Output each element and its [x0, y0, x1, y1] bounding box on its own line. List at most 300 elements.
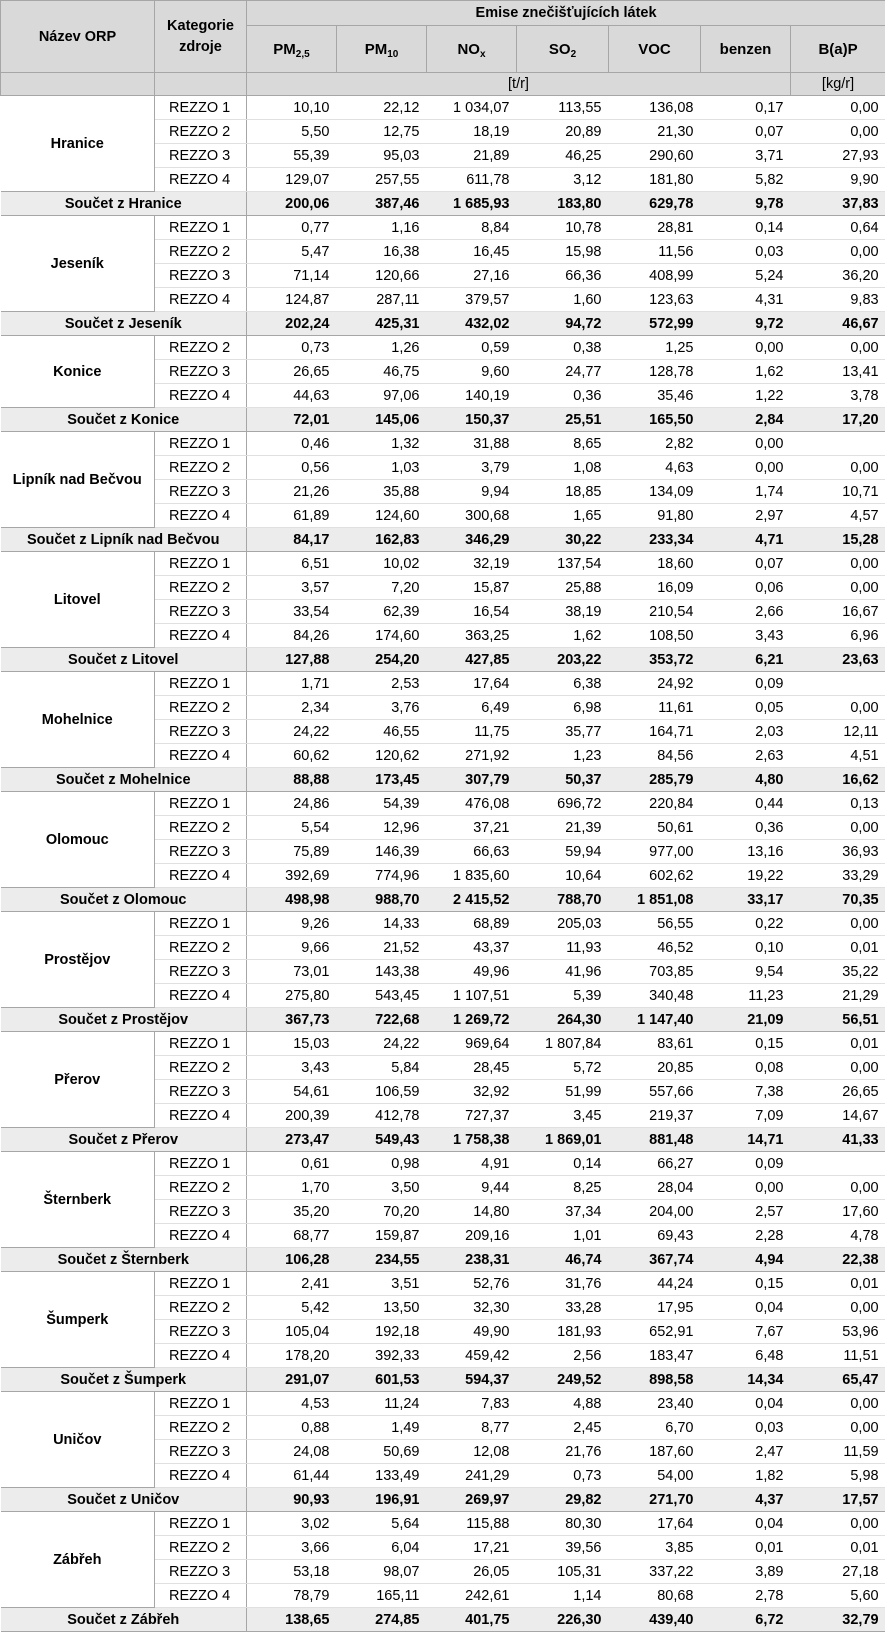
value-cell: 0,88 [247, 1416, 337, 1440]
value-cell: 0,10 [701, 936, 791, 960]
value-cell: 1 107,51 [427, 984, 517, 1008]
value-cell: 5,98 [791, 1464, 885, 1488]
sum-value-cell: 881,48 [609, 1128, 701, 1152]
value-cell: 24,22 [337, 1032, 427, 1056]
pollutant-name: SO [548, 40, 571, 58]
value-cell: 32,19 [427, 552, 517, 576]
sum-value-cell: 17,57 [791, 1488, 885, 1512]
category-cell: REZZO 4 [155, 744, 247, 768]
value-cell: 1,32 [337, 432, 427, 456]
value-cell [791, 672, 885, 696]
value-cell: 0,61 [247, 1152, 337, 1176]
value-cell: 44,63 [247, 384, 337, 408]
table-row [1, 1032, 885, 1056]
value-cell: 363,25 [427, 624, 517, 648]
value-cell: 476,08 [427, 792, 517, 816]
sum-row [1, 1488, 885, 1512]
value-cell: 0,73 [247, 336, 337, 360]
value-cell: 0,04 [701, 1296, 791, 1320]
value-cell: 53,96 [791, 1320, 885, 1344]
value-cell: 21,29 [791, 984, 885, 1008]
category-cell: REZZO 1 [155, 552, 247, 576]
value-cell: 5,47 [247, 240, 337, 264]
sum-label-cell: Součet z Zábřeh [1, 1608, 247, 1632]
value-cell: 24,86 [247, 792, 337, 816]
sum-value-cell: 46,67 [791, 312, 885, 336]
value-cell: 8,25 [517, 1176, 609, 1200]
value-cell: 0,14 [701, 216, 791, 240]
value-cell: 1,74 [701, 480, 791, 504]
sum-value-cell: 291,07 [247, 1368, 337, 1392]
header-emissions-title: Emise znečišťujících látek [247, 1, 885, 26]
value-cell: 36,20 [791, 264, 885, 288]
value-cell: 6,38 [517, 672, 609, 696]
sum-value-cell: 1 685,93 [427, 192, 517, 216]
sum-value-cell: 264,30 [517, 1008, 609, 1032]
sum-value-cell: 183,80 [517, 192, 609, 216]
category-cell: REZZO 1 [155, 1272, 247, 1296]
sum-value-cell: 549,43 [337, 1128, 427, 1152]
orp-name-cell: Šumperk [1, 1272, 155, 1368]
value-cell: 1 835,60 [427, 864, 517, 888]
value-cell: 3,85 [609, 1536, 701, 1560]
table-row [1, 1272, 885, 1296]
value-cell: 13,50 [337, 1296, 427, 1320]
value-cell: 727,37 [427, 1104, 517, 1128]
sum-value-cell: 4,80 [701, 768, 791, 792]
sum-label-cell: Součet z Jeseník [1, 312, 247, 336]
sum-label-cell: Součet z Šumperk [1, 1368, 247, 1392]
value-cell: 9,26 [247, 912, 337, 936]
sum-value-cell: 1 147,40 [609, 1008, 701, 1032]
sum-value-cell: 2 415,52 [427, 888, 517, 912]
category-cell: REZZO 3 [155, 1200, 247, 1224]
value-cell: 0,36 [701, 816, 791, 840]
value-cell: 0,00 [791, 96, 885, 120]
sum-value-cell: 285,79 [609, 768, 701, 792]
value-cell: 35,46 [609, 384, 701, 408]
pollutant-name: VOC [638, 40, 671, 58]
value-cell: 287,11 [337, 288, 427, 312]
value-cell: 17,95 [609, 1296, 701, 1320]
value-cell: 50,69 [337, 1440, 427, 1464]
value-cell: 6,48 [701, 1344, 791, 1368]
sum-value-cell: 274,85 [337, 1608, 427, 1632]
header-source-category: Kategorie zdroje [155, 1, 247, 73]
sum-row [1, 1368, 885, 1392]
header-pollutant [517, 26, 609, 73]
value-cell: 1,60 [517, 288, 609, 312]
sum-value-cell: 94,72 [517, 312, 609, 336]
header-pollutant [337, 26, 427, 73]
value-cell: 3,51 [337, 1272, 427, 1296]
category-cell: REZZO 3 [155, 144, 247, 168]
value-cell: 3,66 [247, 1536, 337, 1560]
sum-value-cell: 17,20 [791, 408, 885, 432]
value-cell: 1,01 [517, 1224, 609, 1248]
table-row [1, 672, 885, 696]
sum-row [1, 408, 885, 432]
value-cell: 16,09 [609, 576, 701, 600]
orp-name-cell: Přerov [1, 1032, 155, 1128]
sum-row [1, 1008, 885, 1032]
table-row [1, 552, 885, 576]
category-cell: REZZO 2 [155, 1056, 247, 1080]
pollutant-name: PM [273, 40, 296, 58]
sum-value-cell: 72,01 [247, 408, 337, 432]
value-cell: 9,94 [427, 480, 517, 504]
value-cell: 26,05 [427, 1560, 517, 1584]
value-cell: 24,08 [247, 1440, 337, 1464]
orp-name-cell: Mohelnice [1, 672, 155, 768]
table-row [1, 1392, 885, 1416]
value-cell: 0,44 [701, 792, 791, 816]
sum-value-cell: 4,94 [701, 1248, 791, 1272]
sum-label-cell: Součet z Lipník nad Bečvou [1, 528, 247, 552]
value-cell: 0,00 [791, 816, 885, 840]
header-pollutant [427, 26, 517, 73]
orp-name-cell: Uničov [1, 1392, 155, 1488]
value-cell: 128,78 [609, 360, 701, 384]
value-cell: 7,20 [337, 576, 427, 600]
value-cell: 54,39 [337, 792, 427, 816]
category-cell: REZZO 1 [155, 672, 247, 696]
value-cell: 21,30 [609, 120, 701, 144]
sum-value-cell: 202,24 [247, 312, 337, 336]
value-cell [791, 1152, 885, 1176]
pollutant-name: NO [457, 40, 480, 58]
sum-value-cell: 2,84 [701, 408, 791, 432]
sum-value-cell: 234,55 [337, 1248, 427, 1272]
sum-value-cell: 233,34 [609, 528, 701, 552]
sum-value-cell: 238,31 [427, 1248, 517, 1272]
value-cell: 95,03 [337, 144, 427, 168]
value-cell: 0,06 [701, 576, 791, 600]
value-cell: 21,76 [517, 1440, 609, 1464]
category-cell: REZZO 1 [155, 216, 247, 240]
value-cell: 0,00 [791, 696, 885, 720]
value-cell: 123,63 [609, 288, 701, 312]
value-cell: 3,43 [247, 1056, 337, 1080]
category-cell: REZZO 4 [155, 1104, 247, 1128]
value-cell: 3,45 [517, 1104, 609, 1128]
sum-row [1, 1248, 885, 1272]
value-cell: 84,56 [609, 744, 701, 768]
value-cell: 62,39 [337, 600, 427, 624]
value-cell: 6,98 [517, 696, 609, 720]
value-cell: 41,96 [517, 960, 609, 984]
value-cell: 0,38 [517, 336, 609, 360]
value-cell: 0,00 [791, 576, 885, 600]
value-cell: 146,39 [337, 840, 427, 864]
value-cell: 379,57 [427, 288, 517, 312]
value-cell: 0,17 [701, 96, 791, 120]
sum-label-cell: Součet z Hranice [1, 192, 247, 216]
value-cell: 37,34 [517, 1200, 609, 1224]
header-pollutant [247, 26, 337, 73]
value-cell: 1,25 [609, 336, 701, 360]
value-cell: 0,05 [701, 696, 791, 720]
value-cell: 2,03 [701, 720, 791, 744]
value-cell: 80,30 [517, 1512, 609, 1536]
value-cell: 2,82 [609, 432, 701, 456]
value-cell: 4,31 [701, 288, 791, 312]
value-cell: 31,88 [427, 432, 517, 456]
value-cell: 164,71 [609, 720, 701, 744]
sum-value-cell: 6,72 [701, 1608, 791, 1632]
value-cell: 50,61 [609, 816, 701, 840]
sum-row [1, 312, 885, 336]
value-cell: 16,45 [427, 240, 517, 264]
value-cell: 200,39 [247, 1104, 337, 1128]
value-cell: 241,29 [427, 1464, 517, 1488]
category-cell: REZZO 2 [155, 120, 247, 144]
sum-value-cell: 353,72 [609, 648, 701, 672]
value-cell: 84,26 [247, 624, 337, 648]
pollutant-name: benzen [719, 40, 772, 58]
sum-value-cell: 14,34 [701, 1368, 791, 1392]
value-cell: 3,50 [337, 1176, 427, 1200]
sum-row [1, 1608, 885, 1632]
value-cell: 39,56 [517, 1536, 609, 1560]
value-cell: 2,63 [701, 744, 791, 768]
value-cell: 0,07 [701, 552, 791, 576]
value-cell: 9,66 [247, 936, 337, 960]
category-cell: REZZO 4 [155, 984, 247, 1008]
value-cell: 10,64 [517, 864, 609, 888]
value-cell: 60,62 [247, 744, 337, 768]
sum-value-cell: 273,47 [247, 1128, 337, 1152]
value-cell: 11,51 [791, 1344, 885, 1368]
value-cell: 24,77 [517, 360, 609, 384]
value-cell: 0,00 [701, 336, 791, 360]
value-cell: 14,33 [337, 912, 427, 936]
value-cell: 16,54 [427, 600, 517, 624]
value-cell: 0,00 [791, 1176, 885, 1200]
value-cell: 0,77 [247, 216, 337, 240]
sum-label-cell: Součet z Olomouc [1, 888, 247, 912]
value-cell: 0,00 [791, 240, 885, 264]
value-cell: 257,55 [337, 168, 427, 192]
value-cell: 134,09 [609, 480, 701, 504]
value-cell: 14,67 [791, 1104, 885, 1128]
category-cell: REZZO 1 [155, 1032, 247, 1056]
sum-value-cell: 1 851,08 [609, 888, 701, 912]
value-cell: 6,04 [337, 1536, 427, 1560]
value-cell: 340,48 [609, 984, 701, 1008]
sum-row [1, 888, 885, 912]
value-cell: 124,60 [337, 504, 427, 528]
value-cell: 0,00 [791, 1416, 885, 1440]
value-cell: 140,19 [427, 384, 517, 408]
sum-value-cell: 106,28 [247, 1248, 337, 1272]
value-cell: 5,54 [247, 816, 337, 840]
sum-value-cell: 1 758,38 [427, 1128, 517, 1152]
value-cell: 1,62 [517, 624, 609, 648]
value-cell: 204,00 [609, 1200, 701, 1224]
sum-value-cell: 22,38 [791, 1248, 885, 1272]
sum-value-cell: 367,73 [247, 1008, 337, 1032]
value-cell: 2,56 [517, 1344, 609, 1368]
value-cell: 35,88 [337, 480, 427, 504]
value-cell: 105,31 [517, 1560, 609, 1584]
value-cell: 46,52 [609, 936, 701, 960]
value-cell: 35,77 [517, 720, 609, 744]
value-cell: 98,07 [337, 1560, 427, 1584]
value-cell: 11,59 [791, 1440, 885, 1464]
value-cell: 21,89 [427, 144, 517, 168]
value-cell: 2,41 [247, 1272, 337, 1296]
value-cell: 187,60 [609, 1440, 701, 1464]
value-cell: 21,39 [517, 816, 609, 840]
category-cell: REZZO 3 [155, 720, 247, 744]
orp-name-cell: Hranice [1, 96, 155, 192]
value-cell: 28,45 [427, 1056, 517, 1080]
sum-value-cell: 498,98 [247, 888, 337, 912]
value-cell: 113,55 [517, 96, 609, 120]
value-cell: 8,84 [427, 216, 517, 240]
value-cell: 136,08 [609, 96, 701, 120]
header-unit-kg: [kg/r] [791, 73, 885, 96]
orp-name-cell: Prostějov [1, 912, 155, 1008]
category-cell: REZZO 3 [155, 960, 247, 984]
sum-value-cell: 4,37 [701, 1488, 791, 1512]
sum-value-cell: 1 269,72 [427, 1008, 517, 1032]
value-cell: 33,54 [247, 600, 337, 624]
sum-value-cell: 346,29 [427, 528, 517, 552]
value-cell: 20,89 [517, 120, 609, 144]
value-cell: 2,57 [701, 1200, 791, 1224]
value-cell: 11,93 [517, 936, 609, 960]
value-cell: 3,78 [791, 384, 885, 408]
value-cell: 5,50 [247, 120, 337, 144]
value-cell: 0,01 [791, 936, 885, 960]
value-cell: 33,28 [517, 1296, 609, 1320]
value-cell: 1,49 [337, 1416, 427, 1440]
value-cell: 0,73 [517, 1464, 609, 1488]
value-cell: 56,55 [609, 912, 701, 936]
value-cell: 5,24 [701, 264, 791, 288]
table-body [1, 96, 885, 1632]
value-cell: 969,64 [427, 1032, 517, 1056]
category-cell: REZZO 4 [155, 624, 247, 648]
value-cell: 27,18 [791, 1560, 885, 1584]
category-cell: REZZO 4 [155, 1344, 247, 1368]
sum-value-cell: 16,62 [791, 768, 885, 792]
value-cell: 3,76 [337, 696, 427, 720]
sum-value-cell: 29,82 [517, 1488, 609, 1512]
sum-value-cell: 9,78 [701, 192, 791, 216]
value-cell: 3,89 [701, 1560, 791, 1584]
value-cell: 12,08 [427, 1440, 517, 1464]
value-cell: 0,00 [791, 1056, 885, 1080]
value-cell: 0,00 [701, 432, 791, 456]
value-cell: 4,63 [609, 456, 701, 480]
value-cell: 0,01 [791, 1272, 885, 1296]
header-pollutant [791, 26, 885, 73]
value-cell: 66,36 [517, 264, 609, 288]
value-cell: 53,18 [247, 1560, 337, 1584]
value-cell: 9,54 [701, 960, 791, 984]
value-cell: 75,89 [247, 840, 337, 864]
value-cell: 106,59 [337, 1080, 427, 1104]
value-cell: 0,13 [791, 792, 885, 816]
value-cell: 696,72 [517, 792, 609, 816]
value-cell: 181,80 [609, 168, 701, 192]
table-row [1, 792, 885, 816]
value-cell: 17,64 [427, 672, 517, 696]
value-cell: 10,78 [517, 216, 609, 240]
sum-value-cell: 898,58 [609, 1368, 701, 1392]
category-cell: REZZO 4 [155, 504, 247, 528]
sum-label-cell: Součet z Šternberk [1, 1248, 247, 1272]
value-cell: 20,85 [609, 1056, 701, 1080]
sum-value-cell: 722,68 [337, 1008, 427, 1032]
table-row [1, 1152, 885, 1176]
category-cell: REZZO 2 [155, 1176, 247, 1200]
sum-value-cell: 15,28 [791, 528, 885, 552]
value-cell: 2,66 [701, 600, 791, 624]
value-cell: 1,65 [517, 504, 609, 528]
sum-value-cell: 401,75 [427, 1608, 517, 1632]
value-cell: 2,34 [247, 696, 337, 720]
value-cell: 54,61 [247, 1080, 337, 1104]
value-cell: 11,61 [609, 696, 701, 720]
category-cell: REZZO 1 [155, 1392, 247, 1416]
sum-value-cell: 307,79 [427, 768, 517, 792]
value-cell: 143,38 [337, 960, 427, 984]
value-cell: 6,96 [791, 624, 885, 648]
value-cell: 0,22 [701, 912, 791, 936]
value-cell [791, 432, 885, 456]
value-cell: 66,27 [609, 1152, 701, 1176]
sum-value-cell: 594,37 [427, 1368, 517, 1392]
value-cell: 120,66 [337, 264, 427, 288]
value-cell: 18,60 [609, 552, 701, 576]
value-cell: 52,76 [427, 1272, 517, 1296]
value-cell: 120,62 [337, 744, 427, 768]
sum-value-cell: 84,17 [247, 528, 337, 552]
pollutant-subscript: 2 [570, 48, 577, 60]
pollutant-name: PM [364, 40, 388, 58]
table-row [1, 336, 885, 360]
value-cell: 2,47 [701, 1440, 791, 1464]
value-cell: 11,23 [701, 984, 791, 1008]
header-orp-name: Název ORP [1, 1, 155, 73]
value-cell: 181,93 [517, 1320, 609, 1344]
sum-value-cell: 162,83 [337, 528, 427, 552]
sum-value-cell: 145,06 [337, 408, 427, 432]
value-cell: 5,72 [517, 1056, 609, 1080]
sum-row [1, 648, 885, 672]
sum-value-cell: 271,70 [609, 1488, 701, 1512]
value-cell: 44,24 [609, 1272, 701, 1296]
sum-value-cell: 4,71 [701, 528, 791, 552]
value-cell: 192,18 [337, 1320, 427, 1344]
category-cell: REZZO 2 [155, 816, 247, 840]
value-cell: 5,60 [791, 1584, 885, 1608]
value-cell: 80,68 [609, 1584, 701, 1608]
table-row [1, 912, 885, 936]
orp-name-cell: Lipník nad Bečvou [1, 432, 155, 528]
value-cell: 2,53 [337, 672, 427, 696]
pollutant-subscript: x [479, 48, 486, 60]
value-cell: 1 807,84 [517, 1032, 609, 1056]
value-cell: 17,21 [427, 1536, 517, 1560]
value-cell: 17,64 [609, 1512, 701, 1536]
category-cell: REZZO 2 [155, 1536, 247, 1560]
value-cell: 1,62 [701, 360, 791, 384]
